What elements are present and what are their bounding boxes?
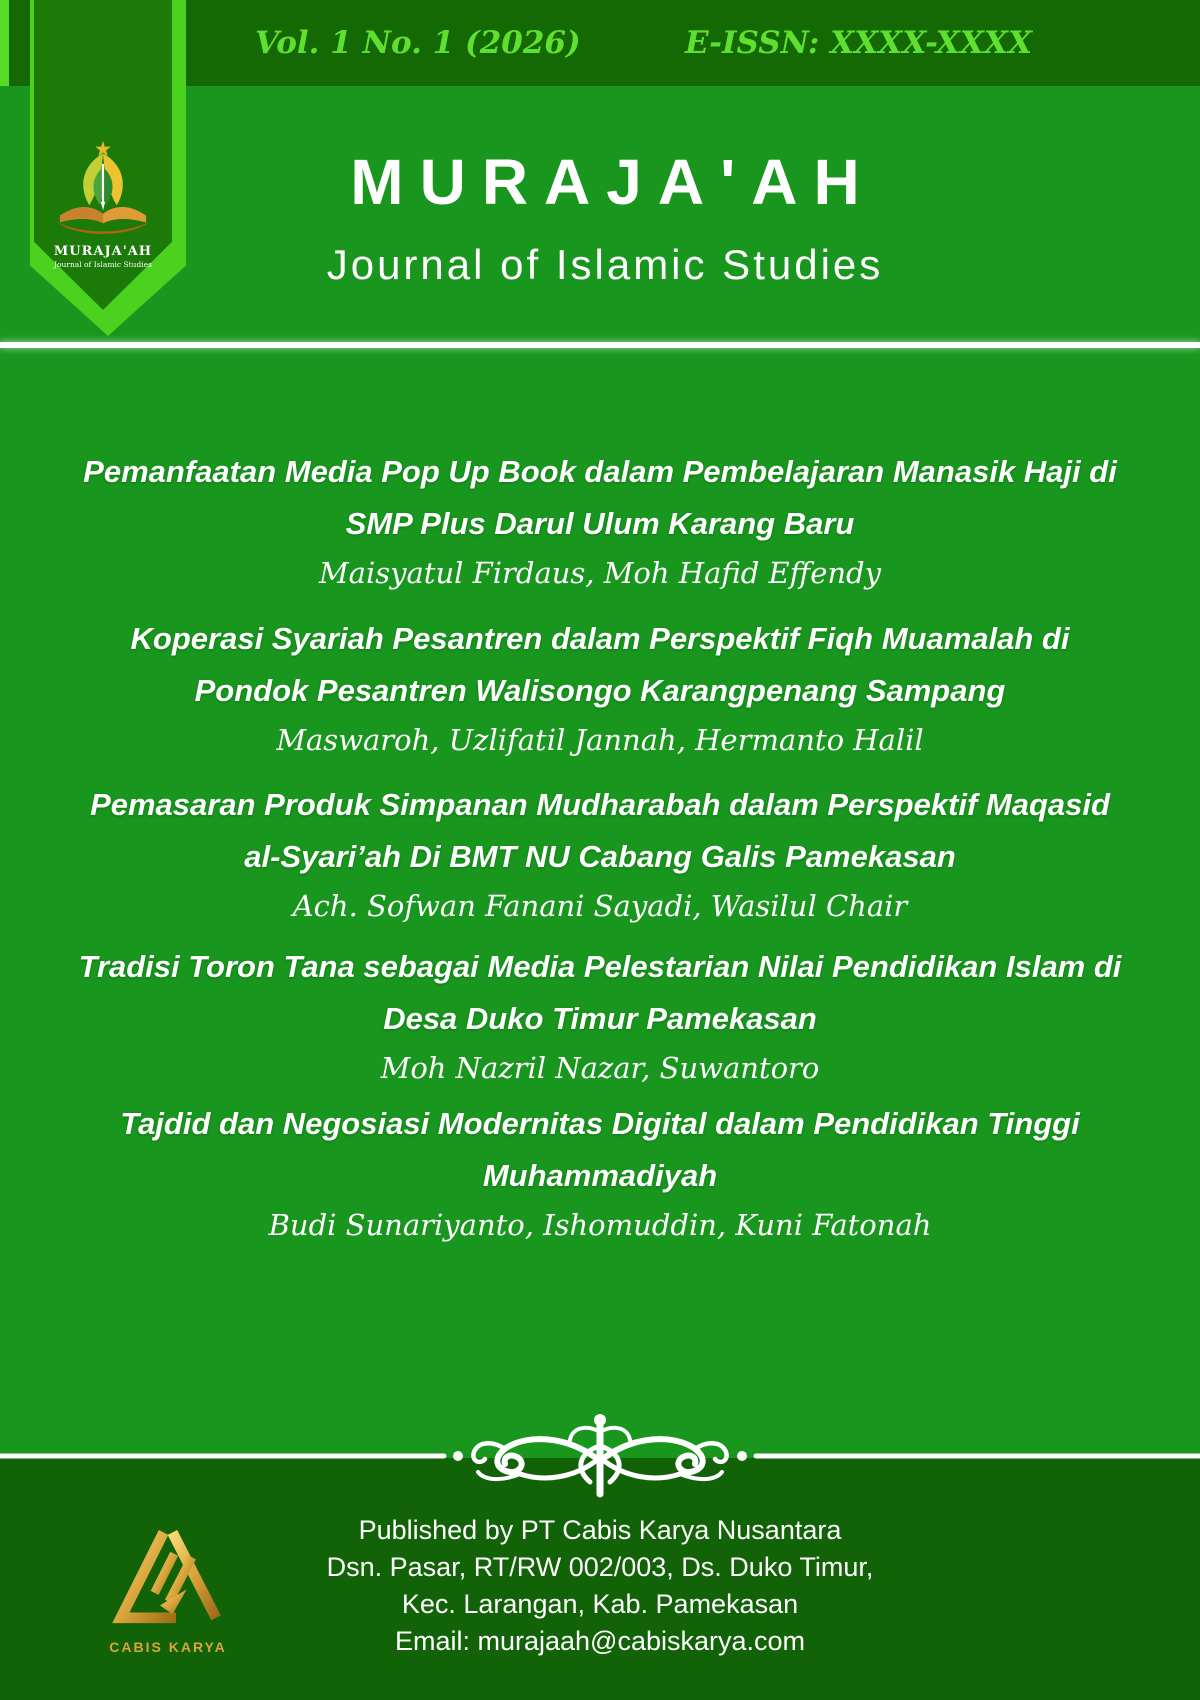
article-title (0, 941, 1200, 1045)
masthead (0, 146, 1200, 288)
volume-issue-label: Vol. 1 No. 1 (2026) (255, 25, 581, 61)
article-authors: Ach. Sofwan Fanani Sayadi, Wasilul Chair (292, 889, 908, 923)
article-authors: Maisyatul Firdaus, Moh Hafid Effendy (318, 556, 881, 590)
eissn-label: E-ISSN: XXXX-XXXX (684, 25, 1032, 61)
article-title-line: Koperasi Syariah Pesantren dalam Perspektif Fiqh Muamalah di (130, 621, 1070, 656)
left-accent-strip (0, 0, 9, 86)
article-title-line: Tajdid dan Negosiasi Modernitas Digital dalam Pendidikan Tinggi (120, 1106, 1080, 1141)
article-title (0, 613, 1200, 717)
ck-triangle-monogram-icon (110, 1520, 226, 1632)
separator-rule (0, 342, 1200, 348)
article-entry (0, 613, 1200, 763)
article-title-line: al-Syari’ah Di BMT NU Cabang Galis Pamekasan (244, 839, 956, 874)
article-title (0, 779, 1200, 883)
journal-subtitle: Journal of Islamic Studies (326, 241, 884, 288)
emblem-subtitle: Journal of Islamic Studies (54, 260, 152, 269)
flourish-divider-icon (0, 1408, 1200, 1504)
article-entry (0, 1098, 1200, 1248)
article-authors: Maswaroh, Uzlifatil Jannah, Hermanto Halil (276, 723, 924, 757)
article-authors: Budi Sunariyanto, Ishomuddin, Kuni Fatonah (268, 1208, 932, 1242)
emblem-title: MURAJA'AH (53, 244, 153, 259)
footer-line-address1: Dsn. Pasar, RT/RW 002/003, Ds. Duko Timur, (326, 1552, 874, 1582)
article-title (0, 1098, 1200, 1202)
article-title-line: Pondok Pesantren Walisongo Karangpenang Sampang (194, 673, 1006, 708)
publisher-logo (106, 1520, 230, 1655)
footer-line-address2: Kec. Larangan, Kab. Pamekasan (401, 1589, 799, 1619)
article-title-line: Desa Duko Timur Pamekasan (383, 1001, 817, 1036)
article-title-line: SMP Plus Darul Ulum Karang Baru (345, 506, 855, 541)
article-title-line: Pemasaran Produk Simpanan Mudharabah dalam Perspektif Maqasid (90, 787, 1110, 822)
article-authors: Moh Nazril Nazar, Suwantoro (380, 1051, 820, 1085)
article-title-line: Tradisi Toron Tana sebagai Media Pelestarian Nilai Pendidikan Islam di (78, 949, 1122, 984)
journal-title: MURAJA'AH (350, 146, 876, 218)
article-entry (0, 446, 1200, 596)
article-title-line: Muhammadiyah (482, 1158, 718, 1193)
article-entry (0, 779, 1200, 929)
article-title-line: Pemanfaatan Media Pop Up Book dalam Pembelajaran Manasik Haji di (83, 454, 1117, 489)
footer-line-publisher: Published by PT Cabis Karya Nusantara (358, 1515, 842, 1545)
article-entry (0, 941, 1200, 1091)
footer-line-email: Email: murajaah@cabiskarya.com (394, 1626, 806, 1656)
publisher-logo-label: CABIS KARYA (109, 1639, 227, 1655)
article-title (0, 446, 1200, 550)
